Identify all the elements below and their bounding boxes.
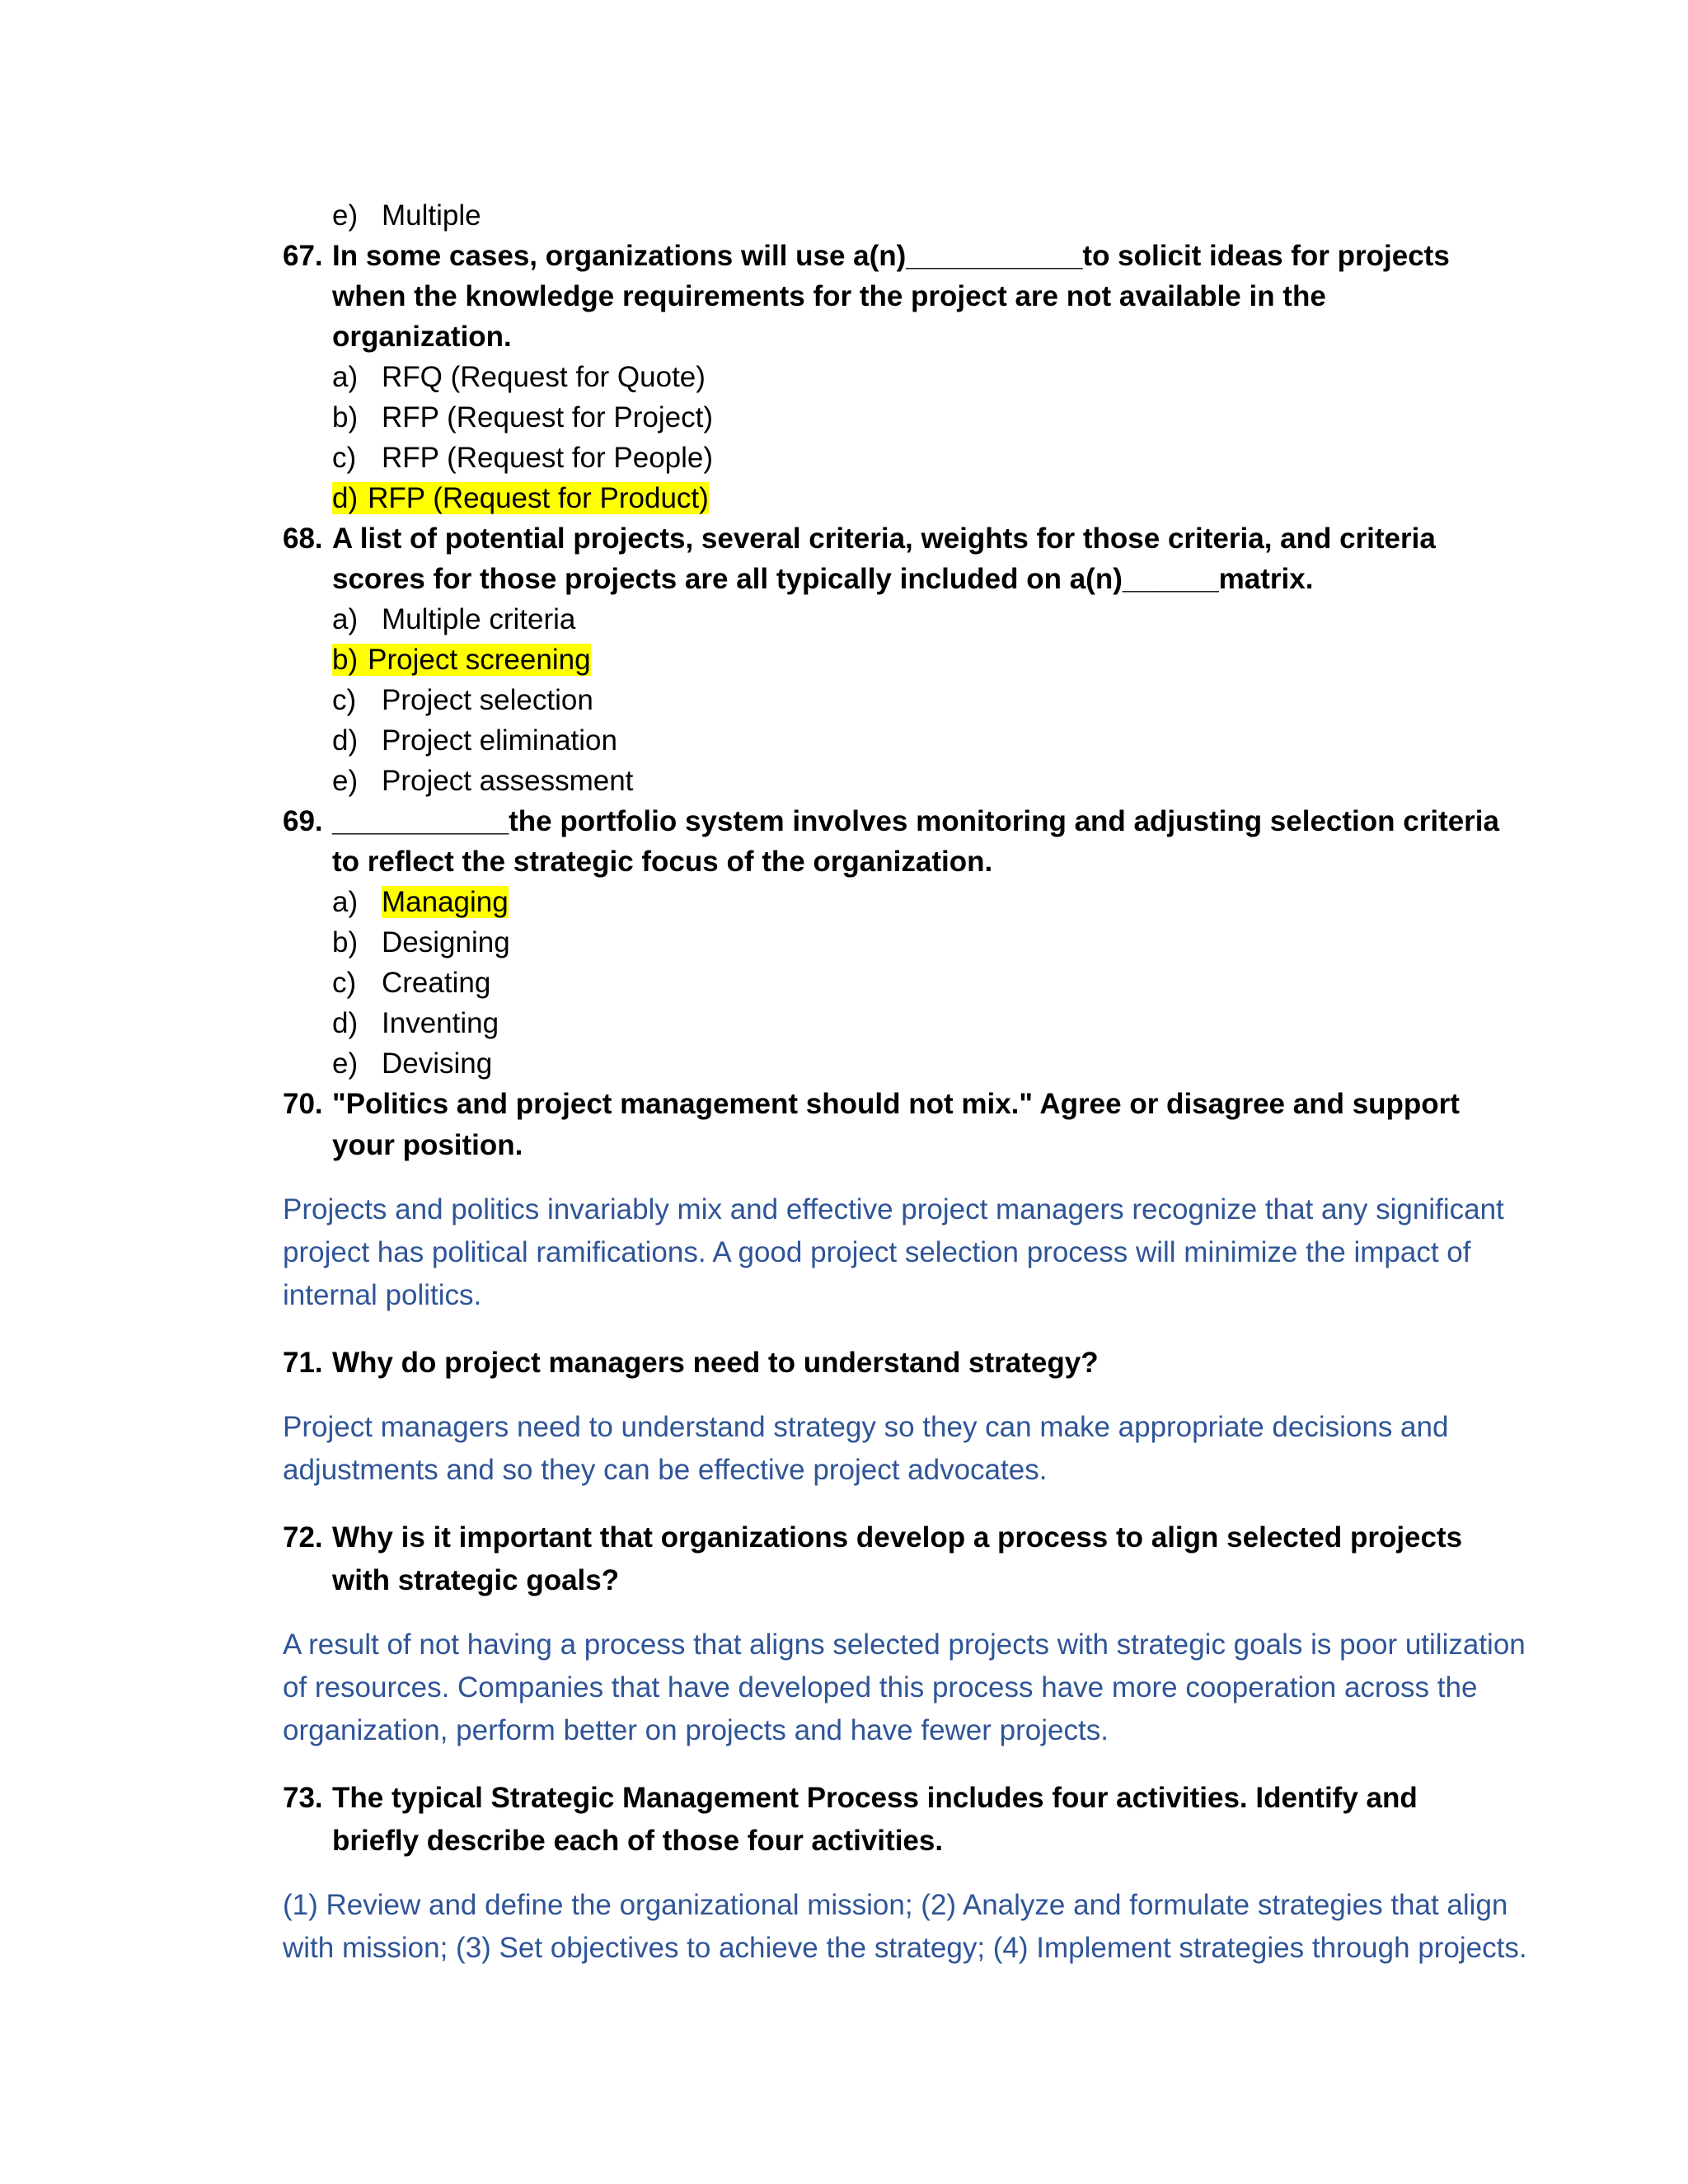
spacer <box>283 1385 1552 1406</box>
question-text: Why do project managers need to understand strategy? <box>332 1347 1099 1379</box>
q67-question-line-3 <box>283 316 1552 357</box>
question-text: with strategic goals? <box>332 1564 620 1596</box>
spacer <box>283 1602 1552 1624</box>
question-text: organization. <box>332 321 512 353</box>
option-text: Devising <box>382 1047 493 1080</box>
option-letter: b) <box>332 401 359 434</box>
q67-question-line-1 <box>283 236 1552 276</box>
question-text: Why is it important that organizations develop a process to align selected projects <box>332 1521 1463 1554</box>
question-number: 67. <box>283 240 323 272</box>
spacer <box>283 1317 1552 1342</box>
q69-option-c <box>283 963 1552 1003</box>
option-letter: d) <box>332 724 359 757</box>
option-letter: e) <box>332 199 359 232</box>
document-content <box>283 195 1552 1970</box>
q70-answer: Projects and politics invariably mix and effective project managers recognize that any significant project has political ramifications. A good project selection process will minimize the impact of internal politics. <box>283 1193 1504 1311</box>
q67-option-b <box>283 397 1552 438</box>
answer-highlight <box>332 644 591 676</box>
q69-question-line-1 <box>283 801 1552 841</box>
option-letter: a) <box>332 361 359 393</box>
option-letter: e) <box>332 765 359 797</box>
question-text: In some cases, organizations will use a(n)___________to solicit ideas for projects <box>332 240 1450 272</box>
option-letter: c) <box>332 684 357 716</box>
question-text: The typical Strategic Management Process includes four activities. Identify and <box>332 1782 1418 1814</box>
q70-question-line-1 <box>283 1084 1552 1124</box>
spacer <box>283 1167 1552 1188</box>
q69-option-d <box>283 1003 1552 1043</box>
option-text: Project selection <box>382 684 593 716</box>
question-text: ___________the portfolio system involves monitoring and adjusting selection criteria <box>332 805 1499 837</box>
q73-question-line-1 <box>283 1777 1552 1820</box>
spacer <box>283 1492 1552 1516</box>
question-number: 70. <box>283 1088 323 1120</box>
answer-highlight: Managing <box>382 886 509 918</box>
question-number: 71. <box>283 1347 323 1379</box>
spacer <box>283 1752 1552 1777</box>
q69-option-a <box>283 882 1552 922</box>
option-text: Designing <box>382 926 510 958</box>
option-text: Creating <box>382 967 491 999</box>
q66-option-e <box>283 195 1552 236</box>
question-number: 69. <box>283 805 323 837</box>
option-text: Project assessment <box>382 765 634 797</box>
option-text: Multiple criteria <box>382 603 576 635</box>
q68-option-a <box>283 599 1552 640</box>
option-letter: e) <box>332 1047 359 1080</box>
option-text: RFP (Request for People) <box>382 442 714 474</box>
option-letter: d) <box>332 1007 359 1039</box>
option-letter: c) <box>332 967 357 999</box>
q68-option-b-highlighted <box>283 640 1552 680</box>
option-text: Project screening <box>368 644 591 676</box>
option-letter: b) <box>332 644 359 676</box>
q69-option-b <box>283 922 1552 963</box>
q73-question-line-2 <box>283 1820 1552 1863</box>
q72-answer: A result of not having a process that aligns selected projects with strategic goals is poor utilization of resources. Companies that have developed this process have more cooperation across the organization, perform better on projects and have fewer projects. <box>283 1629 1526 1746</box>
option-letter: a) <box>332 603 359 635</box>
question-text: A list of potential projects, several criteria, weights for those criteria, and criteria <box>332 523 1436 555</box>
option-text: RFP (Request for Project) <box>382 401 713 434</box>
option-letter: a) <box>332 886 359 918</box>
question-number: 73. <box>283 1782 323 1814</box>
q68-option-c <box>283 680 1552 720</box>
q73-answer: (1) Review and define the organizational mission; (2) Analyze and formulate strategies that align with mission; (3) Set objectives to achieve the strategy; (4) Implement strategies through projects. <box>283 1889 1527 1964</box>
option-letter: d) <box>332 482 359 514</box>
q68-question-line-1 <box>283 518 1552 559</box>
option-letter: c) <box>332 442 357 474</box>
q69-question-line-2 <box>283 841 1552 882</box>
question-text: "Politics and project management should not mix." Agree or disagree and support <box>332 1088 1460 1120</box>
q67-question-line-2 <box>283 276 1552 316</box>
answer-highlight <box>332 482 709 514</box>
q67-option-d-highlighted <box>283 478 1552 518</box>
question-number: 72. <box>283 1521 323 1554</box>
q70-question-line-2 <box>283 1124 1552 1167</box>
option-text: RFP (Request for Product) <box>368 482 709 514</box>
question-text: to reflect the strategic focus of the organization. <box>332 846 993 878</box>
question-text: when the knowledge requirements for the project are not available in the <box>332 280 1326 312</box>
option-text: Multiple <box>382 199 481 232</box>
option-letter: b) <box>332 926 359 958</box>
question-number: 68. <box>283 523 323 555</box>
spacer <box>283 1863 1552 1884</box>
q68-question-line-2 <box>283 559 1552 599</box>
option-text: Project elimination <box>382 724 617 757</box>
q69-option-e <box>283 1043 1552 1084</box>
q72-question-line-1 <box>283 1516 1552 1559</box>
option-text: RFQ (Request for Quote) <box>382 361 706 393</box>
question-text: scores for those projects are all typically included on a(n)______matrix. <box>332 563 1314 595</box>
q68-option-d <box>283 720 1552 761</box>
question-text: your position. <box>332 1129 523 1161</box>
q67-option-c <box>283 438 1552 478</box>
q71-answer: Project managers need to understand strategy so they can make appropriate decisions and adjustments and so they can be effective project advocates. <box>283 1411 1449 1486</box>
question-text: briefly describe each of those four activities. <box>332 1825 944 1857</box>
q72-question-line-2 <box>283 1559 1552 1602</box>
q71-question-line-1 <box>283 1342 1552 1385</box>
q68-option-e <box>283 761 1552 801</box>
q67-option-a <box>283 357 1552 397</box>
option-text: Inventing <box>382 1007 499 1039</box>
